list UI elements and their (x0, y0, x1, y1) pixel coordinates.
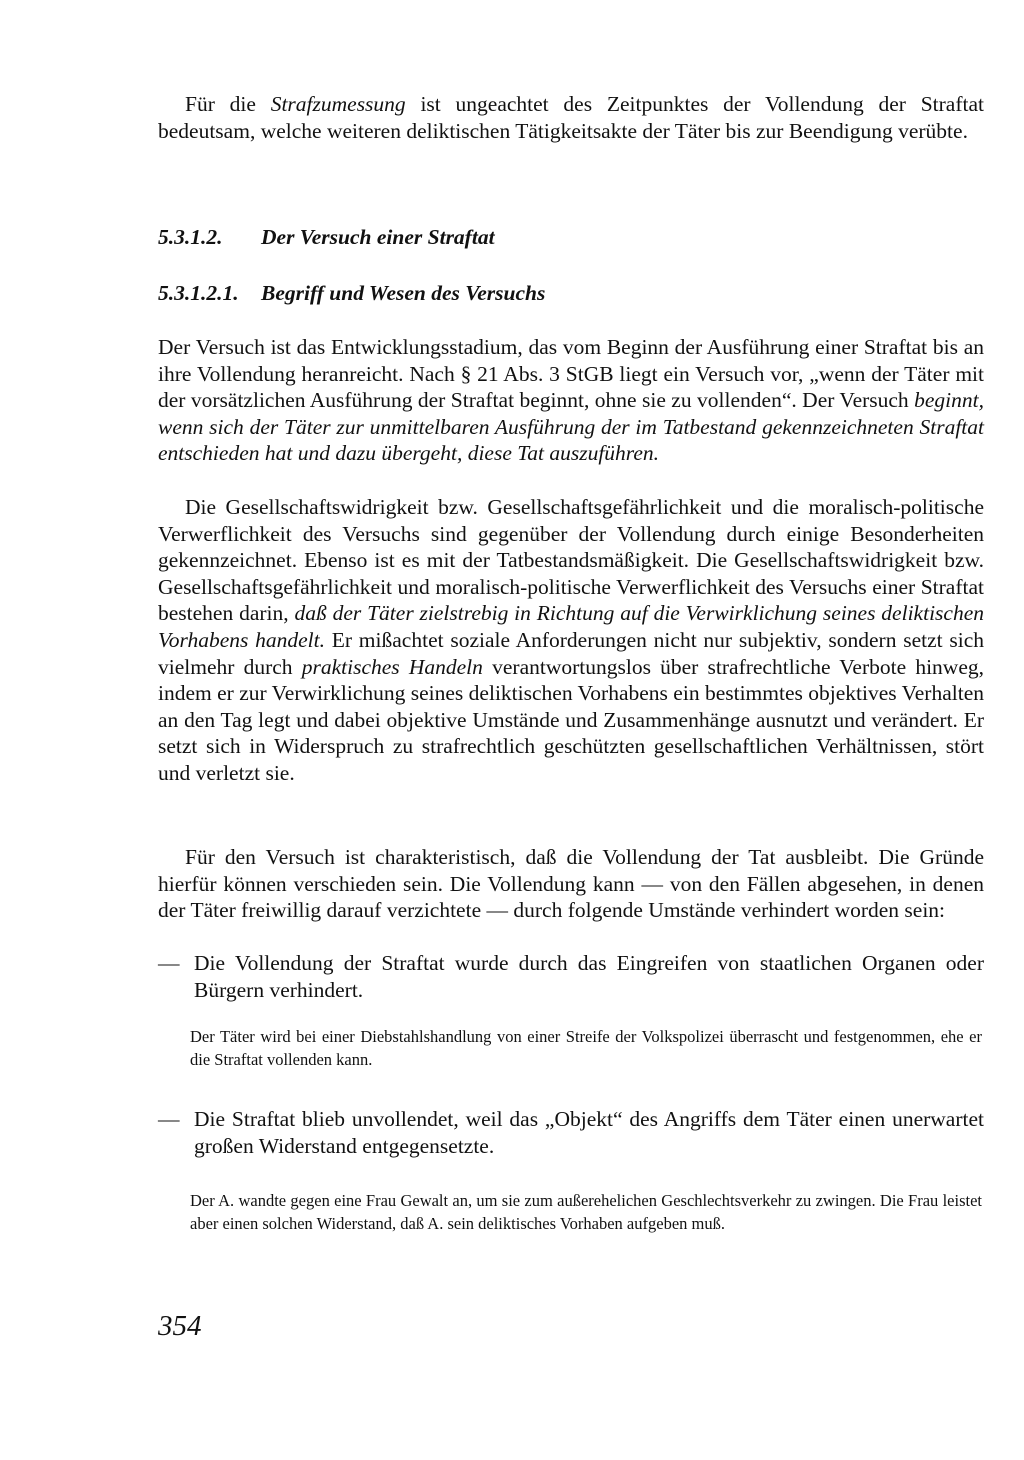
p3-emphasis-2: praktisches Handeln (301, 654, 483, 679)
p2-emphasis: beginnt, wenn sich der Täter zur unmittelbaren Ausführung der im Tatbestand gekennzeichneten Straftat entschieden hat und dazu übergeht, diese Tat auszuführen. (158, 388, 984, 466)
subsection-title: Begriff und Wesen des Versuchs (261, 281, 546, 305)
paragraph-definition (158, 334, 984, 467)
list-dash: — (158, 951, 180, 975)
p2-text-a: Der Versuch ist das Entwicklungsstadium, das vom Beginn der Ausführung einer Straftat bis an ihre Vollendung heranreicht. Nach § 21 Abs. 3 StGB liegt ein Versuch vor, „wenn der Täter mit der vorsätzlichen Ausführung der Straftat beginnt, ohne sie zu vollenden“. Der Versuch (158, 335, 984, 413)
example-2: Der A. wandte gegen eine Frau Gewalt an, um sie zum außerehelichen Geschlechtsverkehr zu zwingen. Die Frau leistet aber einen solchen Widerstand, daß A. sein deliktisches Vorhaben aufgeben muß. (190, 1191, 982, 1233)
list-dash: — (158, 1107, 180, 1131)
list-item-2-text: Die Straftat blieb unvollendet, weil das „Objekt“ des Angriffs dem Täter einen unerwartet großen Widerstand entgegensetzte. (194, 1107, 984, 1158)
section-title: Der Versuch einer Straftat (261, 225, 495, 249)
list-item-1-text: Die Vollendung der Straftat wurde durch das Eingreifen von staatlichen Organen oder Bürgern verhindert. (194, 951, 984, 1002)
p3-emphasis-1: daß der Täter zielstrebig in Richtung auf die Verwirklichung seines deliktischen Vorhabens handelt. (158, 601, 984, 652)
subsection-number: 5.3.1.2.1. (158, 281, 239, 305)
p3-text-a: Die Gesellschaftswidrigkeit bzw. Gesellschaftsgefährlichkeit und die moralisch-politische Verwerflichkeit des Versuchs sind gegenüber der Vollendung durch einige Besonderheiten gekennzeichnet. Ebenso ist es mit der Tatbestandsmäßigkeit. Die Gesellschaftswidrigkeit bzw. Gesellschaftsgefährlichkeit und moralisch-politische Verwerflichkeit des Versuchs einer Straftat bestehen darin, (158, 495, 984, 626)
section-heading-versuch (158, 225, 495, 250)
subsection-heading-begriff (158, 281, 545, 306)
p1-emphasis: Strafzumessung (270, 92, 406, 116)
example-1: Der Täter wird bei einer Diebstahlshandlung von einer Streife der Volkspolizei überrascht und festgenommen, ehe er die Straftat vollenden kann. (190, 1027, 982, 1069)
paragraph-gesellschaftswidrigkeit (158, 494, 984, 787)
p3-text-e: verantwortungslos über strafrechtliche Verbote hinweg, indem er zur Verwirklichung seines deliktischen Vorhabens ein bestimmtes objektives Verhalten an den Tag legt und dabei objektive Umstände und Zusammenhänge ausnutzt und verändert. Er setzt sich in Widerspruch zu strafrechtlich geschützten gesellschaftlichen Verhältnissen, stört und verletzt sie. (158, 654, 985, 785)
section-number: 5.3.1.2. (158, 225, 223, 249)
paragraph-charakteristisch: Für den Versuch ist charakteristisch, daß die Vollendung der Tat ausbleibt. Die Gründe hierfür können verschieden sein. Die Vollendung kann — von den Fällen abgesehen, in denen der Täter freiwillig darauf verzichtete — durch folgende Umstände verhindert worden sein: (158, 845, 984, 923)
p1-text-c: ist ungeachtet des Zeitpunktes der Vollendung der Straftat bedeutsam, welche weiteren deliktischen Tätigkeitsakte der Täter bis zur Beendigung verübte. (158, 92, 984, 143)
paragraph-strafzumessung (158, 91, 984, 144)
list-item-2 (158, 1106, 984, 1159)
list-item-1 (158, 950, 984, 1003)
p3-text-c: Er mißachtet soziale Anforderungen nicht nur subjektiv, sondern setzt sich vielmehr durch (158, 627, 984, 679)
p1-text-a: Für die (185, 92, 271, 116)
page-number: 354 (158, 1310, 202, 1342)
